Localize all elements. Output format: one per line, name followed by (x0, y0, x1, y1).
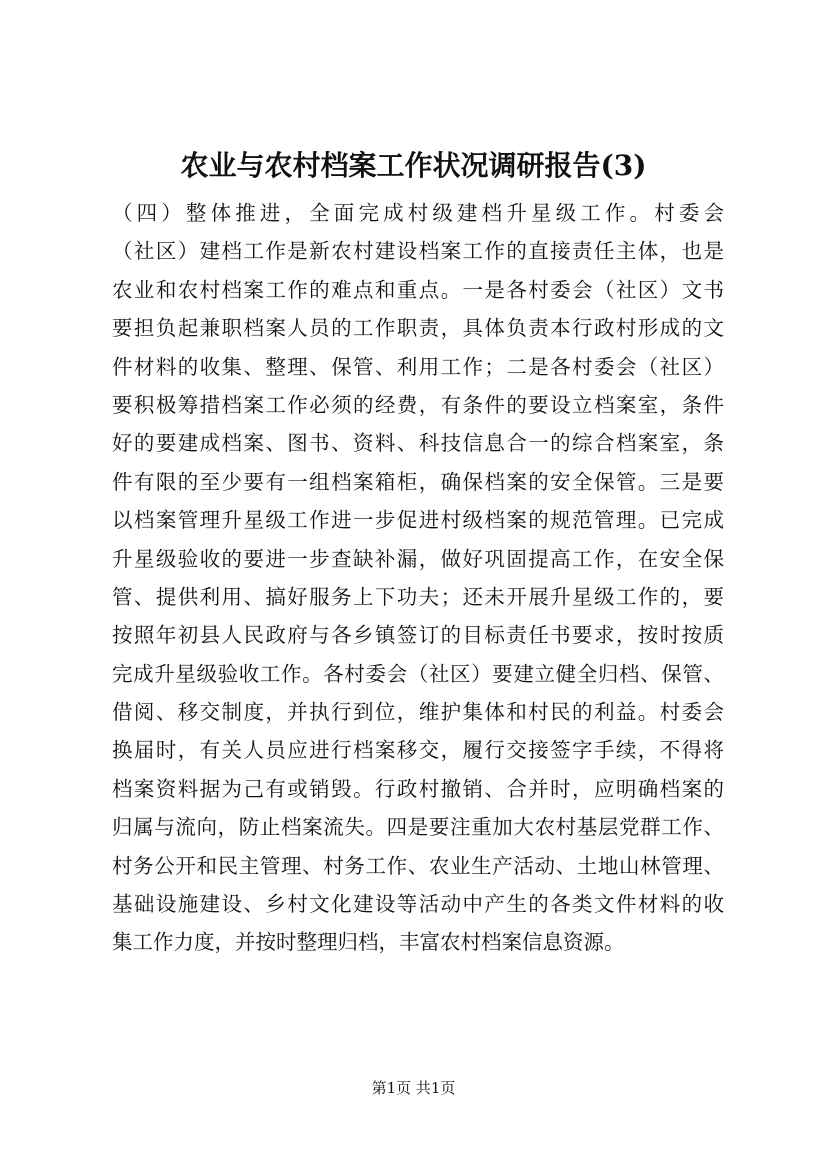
body-line: 要积极筹措档案工作必须的经费，有条件的要设立档案室，条件 (112, 392, 724, 417)
document-title: 农业与农村档案工作状况调研报告(3) (180, 149, 647, 182)
body-line: 换届时，有关人员应进行档案移交，履行交接签字手续，不得将 (112, 738, 724, 763)
body-line: 升星级验收的要进一步查缺补漏，做好巩固提高工作，在安全保 (112, 546, 724, 571)
body-line: （社区）建档工作是新农村建设档案工作的直接责任主体，也是 (112, 239, 724, 264)
body-line: 完成升星级验收工作。各村委会（社区）要建立健全归档、保管、 (112, 661, 724, 686)
body-line: 管、提供利用、搞好服务上下功夫；还未开展升星级工作的，要 (112, 584, 724, 609)
body-line: 要担负起兼职档案人员的工作职责，具体负责本行政村形成的文 (112, 316, 724, 341)
document-body (112, 194, 724, 962)
body-line: 以档案管理升星级工作进一步促进村级档案的规范管理。已完成 (112, 508, 724, 533)
body-line: （四）整体推进，全面完成村级建档升星级工作。村委会 (112, 201, 724, 225)
body-line: 集工作力度，并按时整理归档，丰富农村档案信息资源。 (112, 930, 625, 955)
body-line: 归属与流向，防止档案流失。四是要注重加大农村基层党群工作、 (112, 815, 724, 840)
body-line: 借阅、移交制度，并执行到位，维护集体和村民的利益。村委会 (112, 700, 724, 725)
body-line: 村务公开和民主管理、村务工作、农业生产活动、土地山林管理、 (112, 853, 724, 878)
body-line: 档案资料据为己有或销毁。行政村撤销、合并时，应明确档案的 (112, 776, 724, 801)
body-line: 件有限的至少要有一组档案箱柜，确保档案的安全保管。三是要 (112, 469, 724, 494)
page-footer: 第1页 共1页 (371, 1079, 456, 1097)
body-line: 按照年初县人民政府与各乡镇签订的目标责任书要求，按时按质 (112, 623, 724, 648)
body-line: 基础设施建设、乡村文化建设等活动中产生的各类文件材料的收 (112, 892, 724, 917)
body-line: 件材料的收集、整理、保管、利用工作；二是各村委会（社区） (112, 354, 724, 379)
body-line: 农业和农村档案工作的难点和重点。一是各村委会（社区）文书 (112, 277, 724, 302)
body-line: 好的要建成档案、图书、资料、科技信息合一的综合档案室，条 (112, 431, 724, 456)
